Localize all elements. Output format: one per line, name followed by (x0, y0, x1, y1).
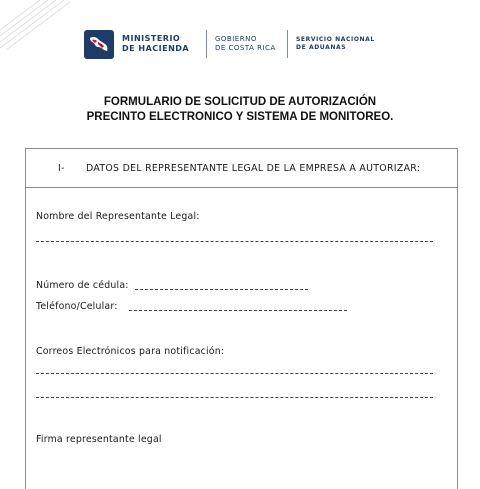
form-title-line-1: FORMULARIO DE SOLICITUD DE AUTORIZACIÓN (103, 96, 377, 108)
customs-line-2: DE ADUANAS (296, 44, 347, 51)
header-logos (84, 29, 376, 59)
email-field-1[interactable] (36, 373, 433, 374)
phone-label: Teléfono/Celular: (36, 301, 118, 312)
rep-name-label: Nombre del Representante Legal: (36, 211, 200, 222)
section-heading: DATOS DEL REPRESENTANTE LEGAL DE LA EMPRESA A AUTORIZAR: (86, 162, 421, 174)
customs-line-1: SERVICIO NACIONAL (296, 36, 375, 43)
email-field-2[interactable] (36, 397, 433, 398)
id-number-label: Número de cédula: (36, 280, 129, 291)
gov-line-2: DE COSTA RICA (215, 44, 276, 52)
representative-form (25, 148, 458, 489)
ministry-logo-text (122, 34, 202, 54)
gov-line-1: GOBIERNO (215, 35, 257, 43)
section-header (26, 149, 457, 188)
phone-field[interactable] (129, 310, 347, 311)
section-number: I- (58, 162, 65, 174)
form-title (0, 95, 480, 125)
ministry-line-1: MINISTERIO (122, 34, 181, 43)
corner-decoration (0, 0, 70, 50)
logo-divider (206, 30, 207, 58)
logo-divider (287, 30, 288, 58)
customs-logo-text (296, 36, 376, 52)
form-title-line-2: PRECINTO ELECTRONICO Y SISTEMA DE MONITOREO. (86, 111, 394, 123)
costa-rica-emblem-icon (84, 30, 114, 59)
ministry-line-2: DE HACIENDA (122, 44, 190, 53)
emails-label: Correos Electrónicos para notificación: (36, 346, 225, 357)
government-logo-text (215, 35, 283, 53)
signature-label: Firma representante legal (36, 434, 162, 445)
rep-name-field[interactable] (36, 241, 433, 242)
id-number-field[interactable] (135, 289, 308, 290)
